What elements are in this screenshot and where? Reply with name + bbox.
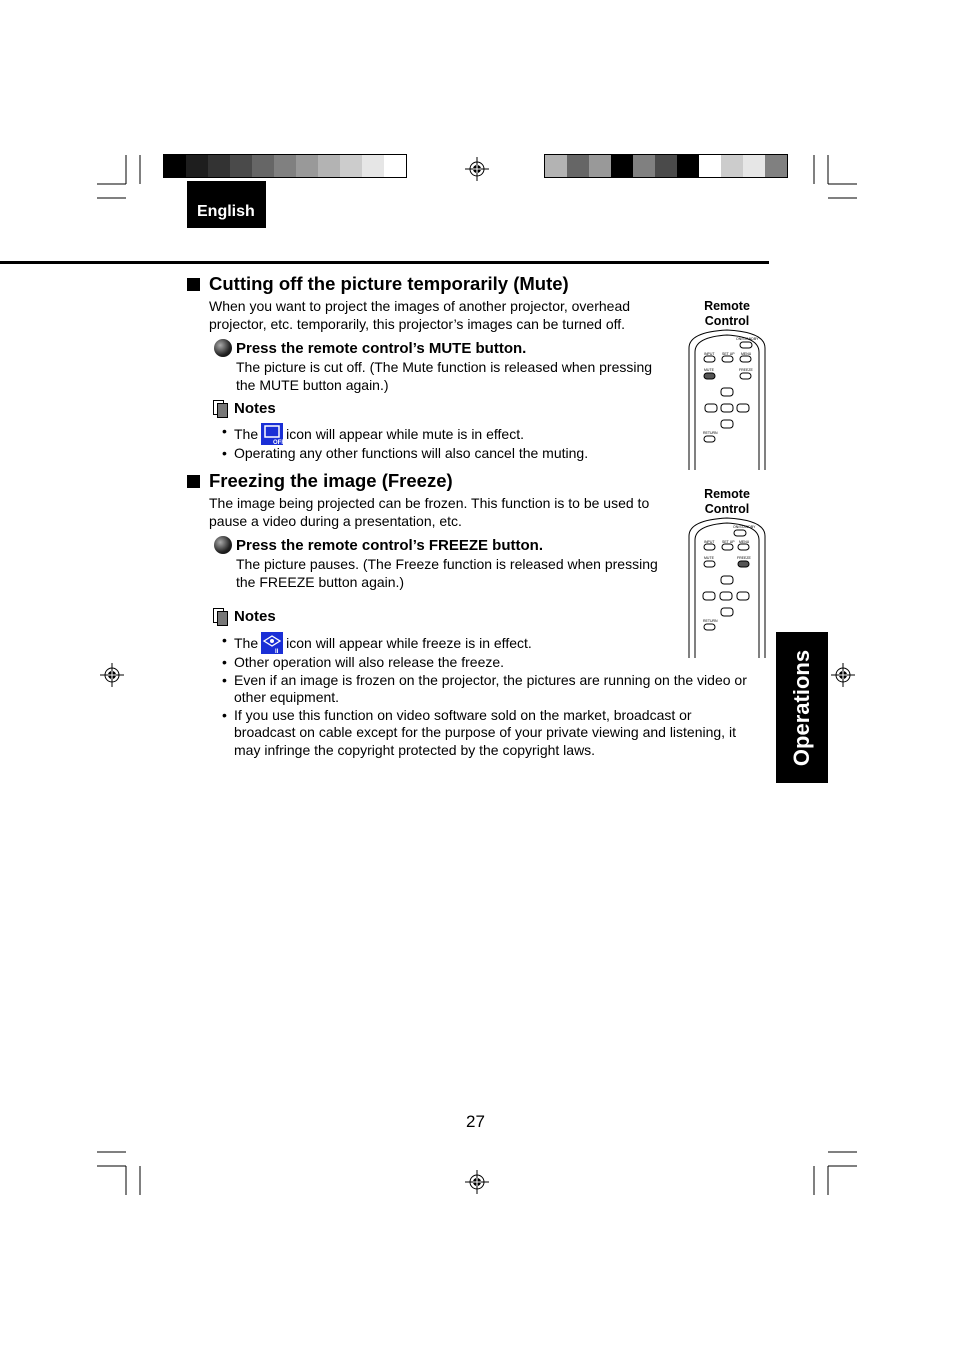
mute-section-title xyxy=(187,273,569,295)
color-swatch xyxy=(589,155,611,177)
svg-text:RETURN: RETURN xyxy=(703,619,718,623)
color-swatch xyxy=(252,155,274,177)
color-swatch xyxy=(545,155,567,177)
mute-notes-list xyxy=(222,423,588,463)
freeze-notes-heading: Notes xyxy=(213,608,276,625)
list-item: • Even if an image is frozen on the projector, the pictures are running on the video or other equipment. xyxy=(222,672,747,707)
mute-step-detail: The picture is cut off. (The Mute function is released when pressing the MUTE button again.) xyxy=(236,359,653,393)
mute-step-text: Press the remote control’s MUTE button. xyxy=(236,339,527,357)
svg-text:SET UP: SET UP xyxy=(722,540,735,544)
notes-icon xyxy=(213,400,228,417)
remote-control-illustration xyxy=(687,516,767,658)
freeze-icon xyxy=(261,632,283,654)
list-item: • The OFF icon will appear while mute is in effect. xyxy=(222,423,588,445)
registration-mark-icon xyxy=(465,157,489,181)
mute-remote-label: Remote Control xyxy=(704,299,750,328)
mute-step xyxy=(214,339,526,357)
header-rule xyxy=(0,261,769,264)
freeze-step-detail: The picture pauses. (The Freeze function is released when pressing the FREEZE button again.) xyxy=(236,556,658,590)
color-swatch-strip-left xyxy=(163,154,407,178)
color-swatch xyxy=(765,155,787,177)
svg-text:MUTE: MUTE xyxy=(704,368,714,372)
mute-intro: When you want to project the images of another projector, overhead projector, etc. temporarily, this projector’s images can be turned off. xyxy=(209,298,631,332)
color-swatch xyxy=(318,155,340,177)
square-bullet-icon xyxy=(187,475,200,488)
registration-mark-icon xyxy=(465,1170,489,1194)
remote-control-illustration xyxy=(687,328,767,470)
freeze-remote-label: Remote Control xyxy=(704,487,750,516)
svg-text:OFF: OFF xyxy=(273,440,286,446)
freeze-title-text: Freezing the image (Freeze) xyxy=(209,470,453,491)
color-swatch xyxy=(655,155,677,177)
color-swatch-strip-right xyxy=(544,154,788,178)
page-number: 27 xyxy=(466,1112,485,1131)
side-tab-label: Operations xyxy=(789,649,814,766)
svg-text:MENU: MENU xyxy=(739,540,750,544)
freeze-intro: The image being projected can be frozen. This function is to be used to pause a video during a presentation, etc. xyxy=(209,495,650,529)
svg-text:SET UP: SET UP xyxy=(722,352,735,356)
svg-text:ON/STANDBY: ON/STANDBY xyxy=(736,337,759,341)
freeze-notes-list xyxy=(222,632,747,760)
list-item: • The II icon will appear while freeze is in effect. xyxy=(222,632,747,654)
freeze-section-title xyxy=(187,470,453,492)
notes-icon xyxy=(213,608,228,625)
color-swatch xyxy=(362,155,384,177)
color-swatch xyxy=(699,155,721,177)
list-item: • Other operation will also release the freeze. xyxy=(222,654,747,672)
freeze-step xyxy=(214,536,543,554)
step-ball-icon xyxy=(214,536,232,554)
color-swatch xyxy=(633,155,655,177)
registration-mark-icon xyxy=(831,663,855,687)
svg-text:ON/STANDBY: ON/STANDBY xyxy=(733,525,756,529)
list-item: • Operating any other functions will also cancel the muting. xyxy=(222,445,588,463)
color-swatch xyxy=(567,155,589,177)
svg-text:MUTE: MUTE xyxy=(704,556,714,560)
registration-mark-icon xyxy=(100,663,124,687)
color-swatch xyxy=(274,155,296,177)
color-swatch xyxy=(677,155,699,177)
list-item: • If you use this function on video software sold on the market, broadcast or broadcast on cable except for the purpose of your private viewing and listening, it may infringe the copyright protected by the copyright laws. xyxy=(222,707,747,760)
operations-side-tab xyxy=(776,632,828,783)
svg-text:RETURN: RETURN xyxy=(703,431,718,435)
svg-text:INPUT: INPUT xyxy=(704,540,715,544)
svg-text:FREEZE: FREEZE xyxy=(739,368,753,372)
color-swatch xyxy=(340,155,362,177)
square-bullet-icon xyxy=(187,278,200,291)
color-swatch xyxy=(208,155,230,177)
freeze-step-text: Press the remote control’s FREEZE button. xyxy=(236,536,543,554)
mute-notes-heading: Notes xyxy=(213,400,276,417)
color-swatch xyxy=(721,155,743,177)
step-ball-icon xyxy=(214,339,232,357)
color-swatch xyxy=(384,155,406,177)
color-swatch xyxy=(230,155,252,177)
svg-text:II: II xyxy=(275,649,279,655)
mute-title-text: Cutting off the picture temporarily (Mute) xyxy=(209,273,569,294)
svg-text:FREEZE: FREEZE xyxy=(737,556,751,560)
svg-text:MENU: MENU xyxy=(741,352,752,356)
color-swatch xyxy=(186,155,208,177)
color-swatch xyxy=(611,155,633,177)
mute-off-icon xyxy=(261,423,286,446)
color-swatch xyxy=(743,155,765,177)
color-swatch xyxy=(164,155,186,177)
language-tab: English xyxy=(187,181,266,228)
color-swatch xyxy=(296,155,318,177)
svg-text:INPUT: INPUT xyxy=(704,352,715,356)
